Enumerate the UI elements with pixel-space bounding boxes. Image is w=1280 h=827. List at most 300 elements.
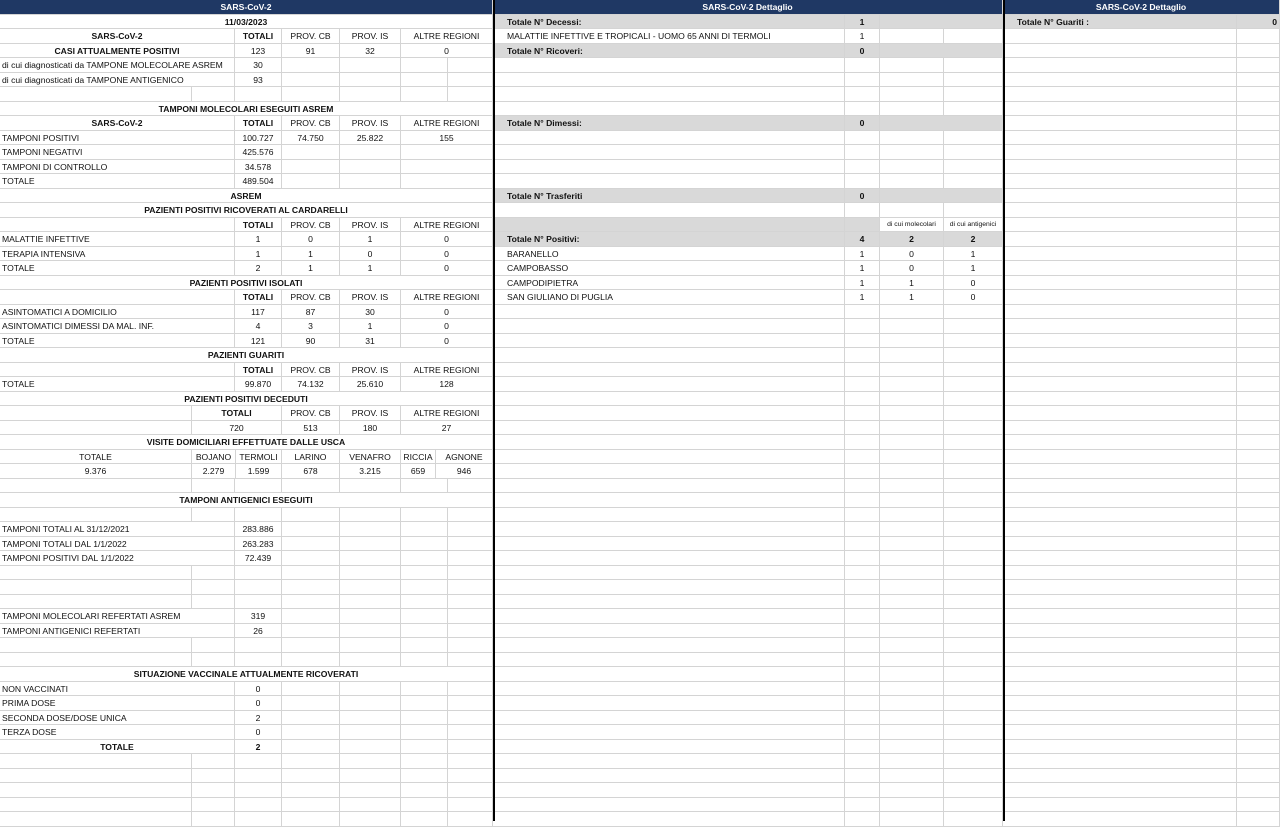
empty-cell: [493, 769, 845, 783]
sheet-row: [0, 116, 1280, 131]
empty-cell: [235, 87, 282, 101]
empty-cell: [880, 203, 944, 217]
sheet-row: [0, 319, 1280, 334]
empty-cell: [845, 609, 880, 623]
empty-cell: [1237, 160, 1280, 174]
empty-cell: [192, 812, 235, 826]
sheet-row: [0, 44, 1280, 59]
empty-cell: [1237, 58, 1280, 72]
value-cell: 513: [282, 421, 340, 435]
empty-cell: [448, 682, 493, 696]
value-cell: 74.132: [282, 377, 340, 391]
empty-cell: [944, 334, 1003, 348]
empty-cell: [493, 783, 845, 797]
empty-cell: [493, 711, 845, 725]
cell: [880, 15, 1003, 29]
empty-cell: [1237, 363, 1280, 377]
empty-cell: [401, 566, 448, 580]
empty-cell: [340, 479, 401, 493]
empty-cell: [1237, 798, 1280, 812]
row-label: Totale N° Positivi:: [493, 232, 845, 246]
empty-cell: [448, 58, 493, 72]
value-cell: 1: [944, 247, 1003, 261]
empty-cell: [493, 754, 845, 768]
usca-header: AGNONE: [436, 450, 493, 464]
empty-cell: [448, 551, 493, 565]
value-cell: 1: [235, 247, 282, 261]
empty-cell: [1003, 334, 1237, 348]
empty-cell: [944, 305, 1003, 319]
empty-cell: [401, 537, 448, 551]
empty-cell: [944, 58, 1003, 72]
empty-cell: [282, 798, 340, 812]
sheet-row: [0, 609, 1280, 624]
empty-cell: [235, 769, 282, 783]
empty-cell: [1237, 812, 1280, 826]
empty-cell: [845, 305, 880, 319]
value-cell: 74.750: [282, 131, 340, 145]
empty-cell: [493, 464, 845, 478]
empty-cell: [1003, 319, 1237, 333]
sheet-row: [0, 740, 1280, 755]
sheet-row: [0, 160, 1280, 175]
value-cell: 100.727: [235, 131, 282, 145]
empty-cell: [880, 696, 944, 710]
sheet-row: [0, 290, 1280, 305]
empty-cell: [340, 711, 401, 725]
cell: [880, 116, 1003, 130]
empty-cell: [845, 769, 880, 783]
empty-cell: [0, 783, 192, 797]
col-header: TOTALI: [235, 218, 282, 232]
empty-cell: [1237, 392, 1280, 406]
empty-cell: [880, 812, 944, 826]
empty-cell: [493, 580, 845, 594]
empty-cell: [1237, 203, 1280, 217]
empty-cell: [880, 508, 944, 522]
empty-cell: [1003, 421, 1237, 435]
empty-cell: [0, 769, 192, 783]
empty-cell: [1237, 145, 1280, 159]
value-cell: 4: [845, 232, 880, 246]
empty-cell: [448, 740, 493, 754]
empty-cell: [1003, 783, 1237, 797]
empty-cell: [1003, 58, 1237, 72]
empty-cell: [401, 580, 448, 594]
empty-cell: [845, 566, 880, 580]
empty-cell: [235, 638, 282, 652]
empty-cell: [845, 319, 880, 333]
empty-cell: [845, 580, 880, 594]
empty-cell: [845, 464, 880, 478]
empty-cell: [944, 421, 1003, 435]
empty-cell: [401, 754, 448, 768]
empty-cell: [448, 638, 493, 652]
cell: [880, 44, 1003, 58]
col-header: SARS-CoV-2: [0, 29, 235, 43]
usca-value: 2.279: [192, 464, 236, 478]
empty-cell: [845, 812, 880, 826]
empty-cell: [448, 522, 493, 536]
empty-cell: [1237, 305, 1280, 319]
value-cell: 1: [944, 261, 1003, 275]
empty-cell: [1003, 261, 1237, 275]
empty-cell: [1237, 609, 1280, 623]
empty-cell: [845, 363, 880, 377]
empty-cell: [401, 87, 448, 101]
empty-cell: [880, 58, 944, 72]
empty-cell: [944, 479, 1003, 493]
empty-cell: [880, 435, 944, 449]
empty-cell: [944, 450, 1003, 464]
col-header: ALTRE REGIONI: [401, 218, 493, 232]
empty-cell: [845, 145, 880, 159]
empty-cell: [493, 319, 845, 333]
section-title: PAZIENTI POSITIVI DECEDUTI: [0, 392, 493, 406]
sheet-row: [0, 580, 1280, 595]
empty-cell: [1003, 145, 1237, 159]
empty-cell: [880, 160, 944, 174]
empty-cell: [282, 754, 340, 768]
value-cell: 25.822: [340, 131, 401, 145]
value-cell: 0: [401, 261, 493, 275]
value-cell: 0: [845, 44, 880, 58]
empty-cell: [880, 682, 944, 696]
row-label: SECONDA DOSE/DOSE UNICA: [0, 711, 235, 725]
value-cell: 90: [282, 334, 340, 348]
empty-cell: [0, 479, 192, 493]
empty-cell: [1003, 73, 1237, 87]
value-cell: 0: [845, 116, 880, 130]
empty-cell: [845, 87, 880, 101]
empty-cell: [493, 740, 845, 754]
sheet-row: [0, 667, 1280, 682]
usca-header: BOJANO: [192, 450, 236, 464]
row-label: TOTALE: [0, 174, 235, 188]
value-cell: 180: [340, 421, 401, 435]
value-cell: 0: [235, 696, 282, 710]
empty-cell: [448, 87, 493, 101]
empty-cell: [880, 450, 944, 464]
sheet-row: [0, 232, 1280, 247]
empty-cell: [0, 595, 192, 609]
value-cell: 1: [845, 276, 880, 290]
empty-cell: [401, 595, 448, 609]
empty-cell: [944, 754, 1003, 768]
empty-cell: [1237, 421, 1280, 435]
empty-cell: [880, 464, 944, 478]
empty-cell: [1237, 377, 1280, 391]
empty-cell: [340, 537, 401, 551]
value-cell: [340, 160, 401, 174]
value-cell: 91: [282, 44, 340, 58]
sheet-row: [0, 261, 1280, 276]
empty-cell: [235, 595, 282, 609]
value-cell: 1: [340, 232, 401, 246]
empty-cell: [880, 493, 944, 507]
row-label: TOTALE: [0, 261, 235, 275]
value-cell: 123: [235, 44, 282, 58]
row-label: Totale N° Guariti :: [1003, 15, 1237, 29]
empty-cell: [1237, 232, 1280, 246]
empty-cell: [493, 609, 845, 623]
col-header: PROV. CB: [282, 29, 340, 43]
empty-cell: [1237, 522, 1280, 536]
sheet-row: [0, 406, 1280, 421]
empty-cell: [1003, 290, 1237, 304]
empty-cell: [944, 406, 1003, 420]
empty-cell: [0, 566, 192, 580]
empty-cell: [0, 653, 192, 667]
row-label: ASINTOMATICI DIMESSI DA MAL. INF.: [0, 319, 235, 333]
empty-cell: [340, 783, 401, 797]
empty-cell: [845, 450, 880, 464]
col-header: ALTRE REGIONI: [401, 29, 493, 43]
empty-cell: [0, 754, 192, 768]
empty-cell: [944, 725, 1003, 739]
value-cell: 1: [880, 276, 944, 290]
empty-cell: [944, 203, 1003, 217]
empty-cell: [401, 783, 448, 797]
empty-cell: [1237, 73, 1280, 87]
empty-cell: [493, 682, 845, 696]
empty-cell: [282, 551, 340, 565]
cell: [0, 421, 192, 435]
empty-cell: [944, 363, 1003, 377]
sheet-row: [0, 566, 1280, 581]
empty-cell: [880, 305, 944, 319]
empty-cell: [493, 537, 845, 551]
empty-cell: [880, 638, 944, 652]
empty-cell: [944, 638, 1003, 652]
value-cell: 0: [880, 247, 944, 261]
sheet-row: [0, 595, 1280, 610]
value-cell: 0: [340, 247, 401, 261]
usca-value: 659: [401, 464, 436, 478]
empty-cell: [282, 522, 340, 536]
empty-cell: [493, 812, 845, 826]
row-label: Totale N° Ricoveri:: [493, 44, 845, 58]
row-label: TAMPONI NEGATIVI: [0, 145, 235, 159]
empty-cell: [845, 479, 880, 493]
col-header: ALTRE REGIONI: [401, 116, 493, 130]
empty-cell: [340, 682, 401, 696]
empty-cell: [0, 580, 192, 594]
col-header: PROV. IS: [340, 363, 401, 377]
empty-cell: [944, 812, 1003, 826]
cell: [845, 218, 880, 232]
empty-cell: [944, 73, 1003, 87]
row-label: di cui diagnosticati da TAMPONE MOLECOLARE ASREM: [0, 58, 235, 72]
empty-cell: [1003, 812, 1237, 826]
empty-cell: [1003, 102, 1237, 116]
empty-cell: [401, 508, 448, 522]
row-label: NON VACCINATI: [0, 682, 235, 696]
empty-cell: [845, 653, 880, 667]
empty-cell: [340, 696, 401, 710]
col-header: ALTRE REGIONI: [401, 290, 493, 304]
sheet-row: [0, 624, 1280, 639]
empty-cell: [493, 305, 845, 319]
empty-cell: [880, 363, 944, 377]
empty-cell: [282, 609, 340, 623]
empty-cell: [944, 653, 1003, 667]
empty-cell: [845, 131, 880, 145]
sheet-row: [0, 522, 1280, 537]
empty-cell: [1003, 798, 1237, 812]
empty-cell: [493, 87, 845, 101]
col-header: PROV. IS: [340, 116, 401, 130]
empty-cell: [944, 392, 1003, 406]
cell: [880, 189, 1003, 203]
comune-label: BARANELLO: [493, 247, 845, 261]
empty-cell: [448, 812, 493, 826]
value-cell: [401, 160, 493, 174]
value-cell: 319: [235, 609, 282, 623]
empty-cell: [448, 73, 493, 87]
row-label: TOTALE: [0, 334, 235, 348]
empty-cell: [845, 754, 880, 768]
empty-cell: [1237, 667, 1280, 681]
empty-cell: [880, 551, 944, 565]
empty-cell: [1003, 493, 1237, 507]
value-cell: 2: [880, 232, 944, 246]
row-label: MALATTIE INFETTIVE E TROPICALI - UOMO 65 ANNI DI TERMOLI: [493, 29, 845, 43]
empty-cell: [493, 566, 845, 580]
col-header: di cui molecolari: [880, 218, 944, 232]
empty-cell: [845, 595, 880, 609]
value-cell: 31: [340, 334, 401, 348]
section-title: TAMPONI MOLECOLARI ESEGUITI ASREM: [0, 102, 493, 116]
empty-cell: [493, 363, 845, 377]
empty-cell: [1237, 450, 1280, 464]
empty-cell: [448, 479, 493, 493]
sheet-row: [0, 87, 1280, 102]
value-cell: 1: [880, 290, 944, 304]
empty-cell: [1237, 725, 1280, 739]
value-cell: 1: [282, 247, 340, 261]
sheet-row: [0, 725, 1280, 740]
usca-header: LARINO: [282, 450, 340, 464]
col-header: PROV. CB: [282, 406, 340, 420]
empty-cell: [401, 696, 448, 710]
empty-cell: [340, 638, 401, 652]
value-cell: 25.610: [340, 377, 401, 391]
empty-cell: [1003, 711, 1237, 725]
empty-cell: [493, 377, 845, 391]
col-header: di cui antigenici: [944, 218, 1003, 232]
value-cell: [340, 145, 401, 159]
empty-cell: [944, 377, 1003, 391]
usca-header: VENAFRO: [340, 450, 401, 464]
empty-cell: [448, 609, 493, 623]
sheet-row: [0, 145, 1280, 160]
empty-cell: [1237, 131, 1280, 145]
value-cell: 1: [845, 261, 880, 275]
section-title: PAZIENTI POSITIVI RICOVERATI AL CARDARELLI: [0, 203, 493, 217]
empty-cell: [880, 87, 944, 101]
empty-cell: [1237, 276, 1280, 290]
cell: [0, 406, 192, 420]
empty-cell: [192, 508, 235, 522]
empty-cell: [1003, 131, 1237, 145]
col-header: TOTALI: [235, 363, 282, 377]
empty-cell: [845, 522, 880, 536]
empty-cell: [493, 203, 845, 217]
empty-cell: [282, 479, 340, 493]
value-cell: 99.870: [235, 377, 282, 391]
empty-cell: [880, 537, 944, 551]
empty-cell: [448, 580, 493, 594]
empty-cell: [448, 653, 493, 667]
sheet-row: [0, 73, 1280, 88]
empty-cell: [282, 682, 340, 696]
empty-cell: [1003, 247, 1237, 261]
empty-cell: [944, 696, 1003, 710]
empty-cell: [493, 145, 845, 159]
empty-cell: [493, 638, 845, 652]
empty-cell: [1237, 479, 1280, 493]
col-header: PROV. IS: [340, 290, 401, 304]
sheet-row: [0, 29, 1280, 44]
empty-cell: [845, 740, 880, 754]
section-divider: [1003, 0, 1005, 821]
empty-cell: [493, 798, 845, 812]
empty-cell: [880, 319, 944, 333]
empty-cell: [845, 334, 880, 348]
usca-value: 946: [436, 464, 493, 478]
empty-cell: [845, 682, 880, 696]
empty-cell: [1237, 348, 1280, 362]
empty-cell: [282, 508, 340, 522]
empty-cell: [0, 812, 192, 826]
value-cell: 4: [235, 319, 282, 333]
empty-cell: [282, 638, 340, 652]
empty-cell: [340, 551, 401, 565]
empty-cell: [1237, 218, 1280, 232]
cell: [0, 218, 235, 232]
value-cell: 128: [401, 377, 493, 391]
section-title: PAZIENTI GUARITI: [0, 348, 493, 362]
value-cell: 2: [235, 261, 282, 275]
empty-cell: [1003, 754, 1237, 768]
empty-cell: [944, 566, 1003, 580]
empty-cell: [1003, 406, 1237, 420]
empty-cell: [235, 580, 282, 594]
empty-cell: [880, 667, 944, 681]
empty-cell: [493, 435, 845, 449]
empty-cell: [493, 522, 845, 536]
empty-cell: [944, 769, 1003, 783]
empty-cell: [1237, 406, 1280, 420]
empty-cell: [0, 638, 192, 652]
sheet-row: [0, 754, 1280, 769]
value-cell: 155: [401, 131, 493, 145]
value-cell: 1: [340, 319, 401, 333]
value-cell: 0: [845, 189, 880, 203]
row-label: TAMPONI POSITIVI DAL 1/1/2022: [0, 551, 235, 565]
empty-cell: [944, 551, 1003, 565]
sheet-row: [0, 0, 1280, 15]
empty-cell: [448, 508, 493, 522]
empty-cell: [340, 653, 401, 667]
empty-cell: [235, 783, 282, 797]
empty-cell: [493, 725, 845, 739]
empty-cell: [944, 522, 1003, 536]
usca-value: 678: [282, 464, 340, 478]
value-cell: 425.576: [235, 145, 282, 159]
section-title: TAMPONI ANTIGENICI ESEGUITI: [0, 493, 493, 507]
